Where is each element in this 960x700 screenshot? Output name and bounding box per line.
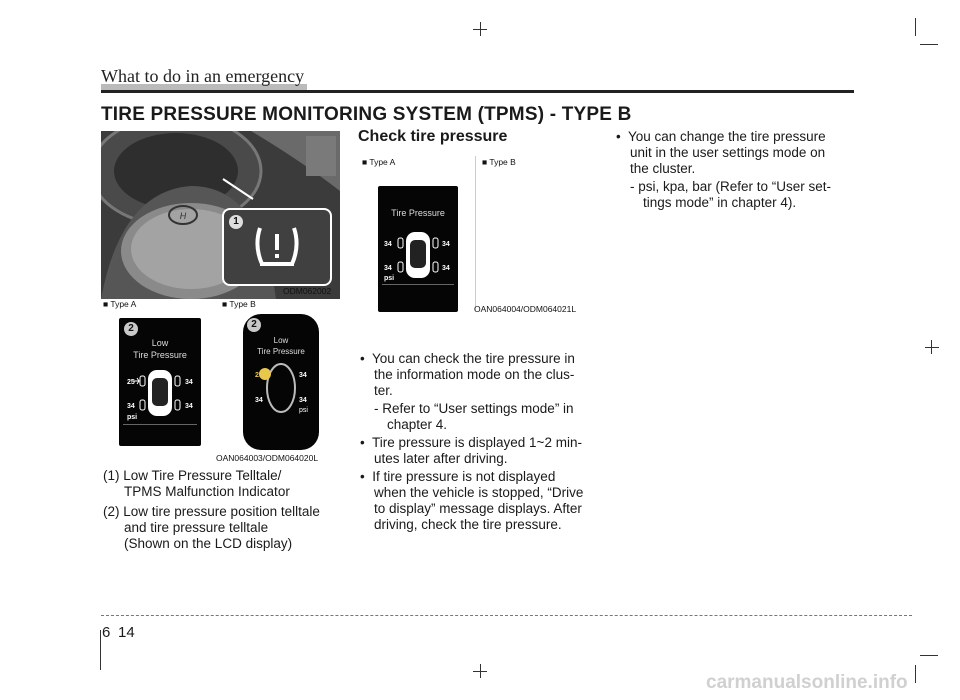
tire-fr-value: 34 [299,372,307,379]
crop-mark [100,630,101,670]
section-title: TIRE PRESSURE MONITORING SYSTEM (TPMS) - TYPE B [101,104,632,125]
tire-rl-value: 34 [127,403,135,410]
crop-mark [473,29,487,30]
crop-mark [915,18,916,36]
type-a-label: ■ Type A [103,299,137,309]
bullet-text: If tire pressure is not displayed [372,469,556,484]
item-number: (2) [103,504,120,519]
lcd-screen-type-b [243,314,319,450]
tire-rl-value: 34 [384,265,392,272]
tire-rr-value: 34 [185,403,193,410]
lcd-screen-type-a [119,318,201,446]
check-bullets [360,351,605,533]
bullet-text: the cluster. [630,161,696,176]
type-b-label: ■ Type B [222,299,256,309]
bullet-text: utes later after driving. [374,451,508,466]
left-item-2 [103,504,348,552]
crop-mark [473,671,487,672]
lcd-title-line2: Tire Pressure [133,350,187,360]
item-text: Low Tire Pressure Telltale/ [123,468,282,483]
svg-text:H: H [179,211,187,221]
figure-code: OAN064004/ODM064021L [474,304,577,314]
tire-rl-value: 34 [255,397,263,404]
tire-rr-value: 34 [442,265,450,272]
bullet-text: unit in the user settings mode on [630,145,826,160]
bullet-item: • You can check the tire pressure in the information mode on the clus- ter. - Refer to “User settings mode” in chapter 4. [360,351,605,433]
chapter-number: 6 [102,624,111,641]
sub-bullet-text: tings mode” in chapter 4). [643,195,797,210]
lcd-title-line1: Low [151,338,169,348]
tire-fr-value: 34 [185,379,193,386]
tire-fr-value: 34 [442,241,450,248]
left-item-1 [103,468,348,500]
bullet-text: Tire pressure is displayed 1~2 min- [371,435,582,450]
bullet-text: when the vehicle is stopped, “Drive [374,485,584,500]
item-text: Low tire pressure position telltale [123,504,320,519]
tire-pressure-lcd [378,186,458,312]
lcd-title-line2: Tire Pressure [257,347,305,356]
sub-bullet-text: chapter 4. [387,417,448,432]
bullet-item: • Tire pressure is displayed 1~2 min- utes later after driving. [360,435,605,467]
photo-code: ODM062002 [283,286,332,296]
lcd-title: Tire Pressure [391,208,445,218]
bullet-text: driving, check the tire pressure. [374,517,562,532]
crop-mark [920,44,938,45]
lcd-panel-type-b [219,310,340,455]
callout-badge-1: 1 [229,215,243,229]
type-a-label: ■ Type A [362,157,396,167]
bullet-text: You can change the tire pressure [627,129,826,144]
tire-fl-value: 34 [384,241,392,248]
crop-mark [925,347,939,348]
tire-unit: psi [384,275,395,282]
type-b-label: ■ Type B [482,157,516,167]
lcd-divider [382,284,454,285]
divider [475,156,476,310]
crop-mark [915,665,916,683]
page-number: 14 [118,624,135,641]
check-figure [358,154,598,314]
bullet-text: to display” message displays. After [374,501,582,516]
steering-wheel-photo [101,131,340,299]
crop-mark [931,340,932,354]
lcd-badge-2: 2 [124,322,138,336]
check-title: Check tire pressure [358,128,508,145]
watermark: carmanualsonline.info [706,672,908,693]
figure-code: OAN064003/ODM064020L [216,453,319,463]
bullet-item: • If tire pressure is not displayed when the vehicle is stopped, “Drive to display” message displays. After driving, check the tire pressure. [360,469,605,533]
bullet-text: ter. [374,383,393,398]
bullet-text: the information mode on the clus- [374,367,575,382]
item-text: (Shown on the LCD display) [124,536,293,551]
lcd-title-line1: Low [273,336,289,345]
item-text: TPMS Malfunction Indicator [124,484,290,499]
tire-fl-value: 25 [255,372,263,379]
sub-bullet-text: - Refer to “User settings mode” in [374,401,574,416]
tire-fl-value: 25 [127,379,135,386]
item-number: (1) [103,468,120,483]
lcd-panel-type-a [101,310,218,455]
right-bullet: • You can change the tire pressure unit in the user settings mode on the cluster. - psi, kpa, bar (Refer to “User set- tings mode” in chapter 4). [616,129,861,211]
sub-bullet-text: - psi, kpa, bar (Refer to “User set- [630,179,832,194]
tire-unit: psi [127,414,138,421]
bullet-text: You can check the tire pressure in [371,351,575,366]
item-text: and tire pressure telltale [124,520,269,535]
header-title: What to do in an emergency [101,66,305,86]
lcd-divider [123,424,197,425]
tire-rr-value: 34 [299,397,307,404]
crop-mark [920,655,938,656]
tire-unit: psi [299,407,308,414]
header-rule [101,90,854,93]
footer-rule [101,615,912,616]
lcd-badge-2: 2 [247,318,261,332]
